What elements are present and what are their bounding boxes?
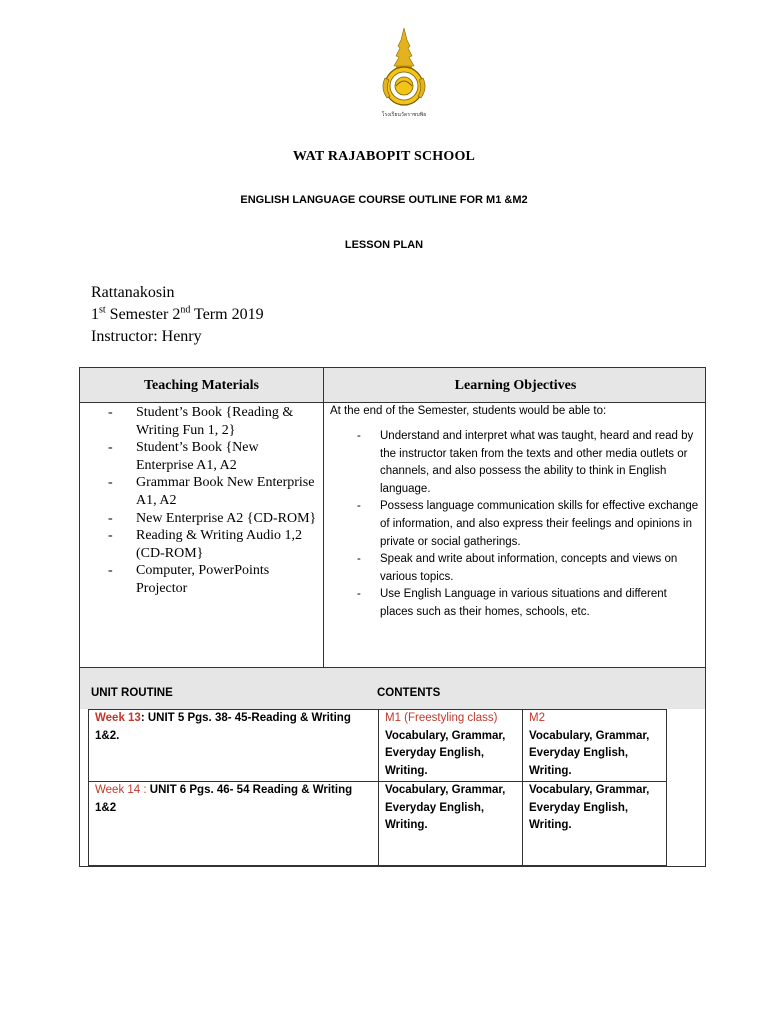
- unit-routine-band: [79, 668, 706, 709]
- teaching-materials-list: [108, 404, 318, 598]
- school-name: WAT RAJABOPIT SCHOOL: [292, 149, 476, 164]
- list-item: - Reading & Writing Audio 1,2 (CD-ROM}: [108, 527, 318, 562]
- list-item: - Speak and write about information, concepts and views on various topics.: [357, 551, 702, 586]
- unit-contents-table: [88, 709, 667, 866]
- column-divider: [323, 368, 324, 667]
- list-item: - Student’s Book {New Enterprise A1, A2: [108, 439, 318, 474]
- school-logo: [372, 26, 436, 122]
- list-item: - New Enterprise A2 {CD-ROM}: [108, 510, 318, 528]
- svg-text:โรงเรียนวัดราชบพิธ: โรงเรียนวัดราชบพิธ: [381, 112, 427, 118]
- course-outline-title: ENGLISH LANGUAGE COURSE OUTLINE FOR M1 &M2: [240, 194, 528, 206]
- list-item: - Understand and interpret what was taught, heard and read by the instructor taken from the texts and other media outlets or channels, and also possess the ability to think in English language.: [357, 428, 702, 498]
- campus-name: Rattanakosin: [91, 284, 175, 301]
- list-item: - Student’s Book {Reading & Writing Fun 1, 2}: [108, 404, 318, 439]
- list-item: - Grammar Book New Enterprise A1, A2: [108, 474, 318, 509]
- learning-objectives-header: Learning Objectives: [454, 378, 577, 393]
- list-item: - Possess language communication skills for effective exchange of information, and also express their feelings and opinions in private or social gatherings.: [357, 498, 702, 551]
- instructor-name: Instructor: Henry: [91, 328, 202, 345]
- list-item: - Use English Language in various situations and different places such as their homes, schools, etc.: [357, 586, 702, 621]
- contents-label: CONTENTS: [377, 687, 441, 699]
- list-item: - Computer, PowerPoints Projector: [108, 562, 318, 597]
- teaching-materials-header: Teaching Materials: [144, 378, 259, 393]
- week14-cell: Week 14 : UNIT 6 Pgs. 46- 54 Reading & Writing 1&2: [95, 784, 353, 814]
- materials-objectives-table: [79, 367, 706, 668]
- unit-routine-label: UNIT ROUTINE: [91, 687, 173, 699]
- week13-cell: Week 13: UNIT 5 Pgs. 38- 45-Reading & Writing 1&2.: [95, 712, 351, 742]
- m2-week14-cell: Vocabulary, Grammar, Everyday English, Writing.: [529, 784, 650, 832]
- semester-term: 1st Semester 2nd Term 2019: [91, 304, 264, 323]
- column-divider: [522, 710, 523, 865]
- objectives-intro: At the end of the Semester, students would be able to:: [330, 405, 607, 417]
- lesson-plan-title: LESSON PLAN: [344, 239, 424, 251]
- m2-week13-cell: M2 Vocabulary, Grammar, Everyday English, Writing.: [529, 712, 650, 777]
- learning-objectives-list: [357, 428, 702, 622]
- m1-week14-cell: Vocabulary, Grammar, Everyday English, Writing.: [385, 784, 506, 832]
- m1-week13-cell: M1 (Freestyling class) Vocabulary, Grammar, Everyday English, Writing.: [385, 712, 506, 777]
- column-divider: [378, 710, 379, 865]
